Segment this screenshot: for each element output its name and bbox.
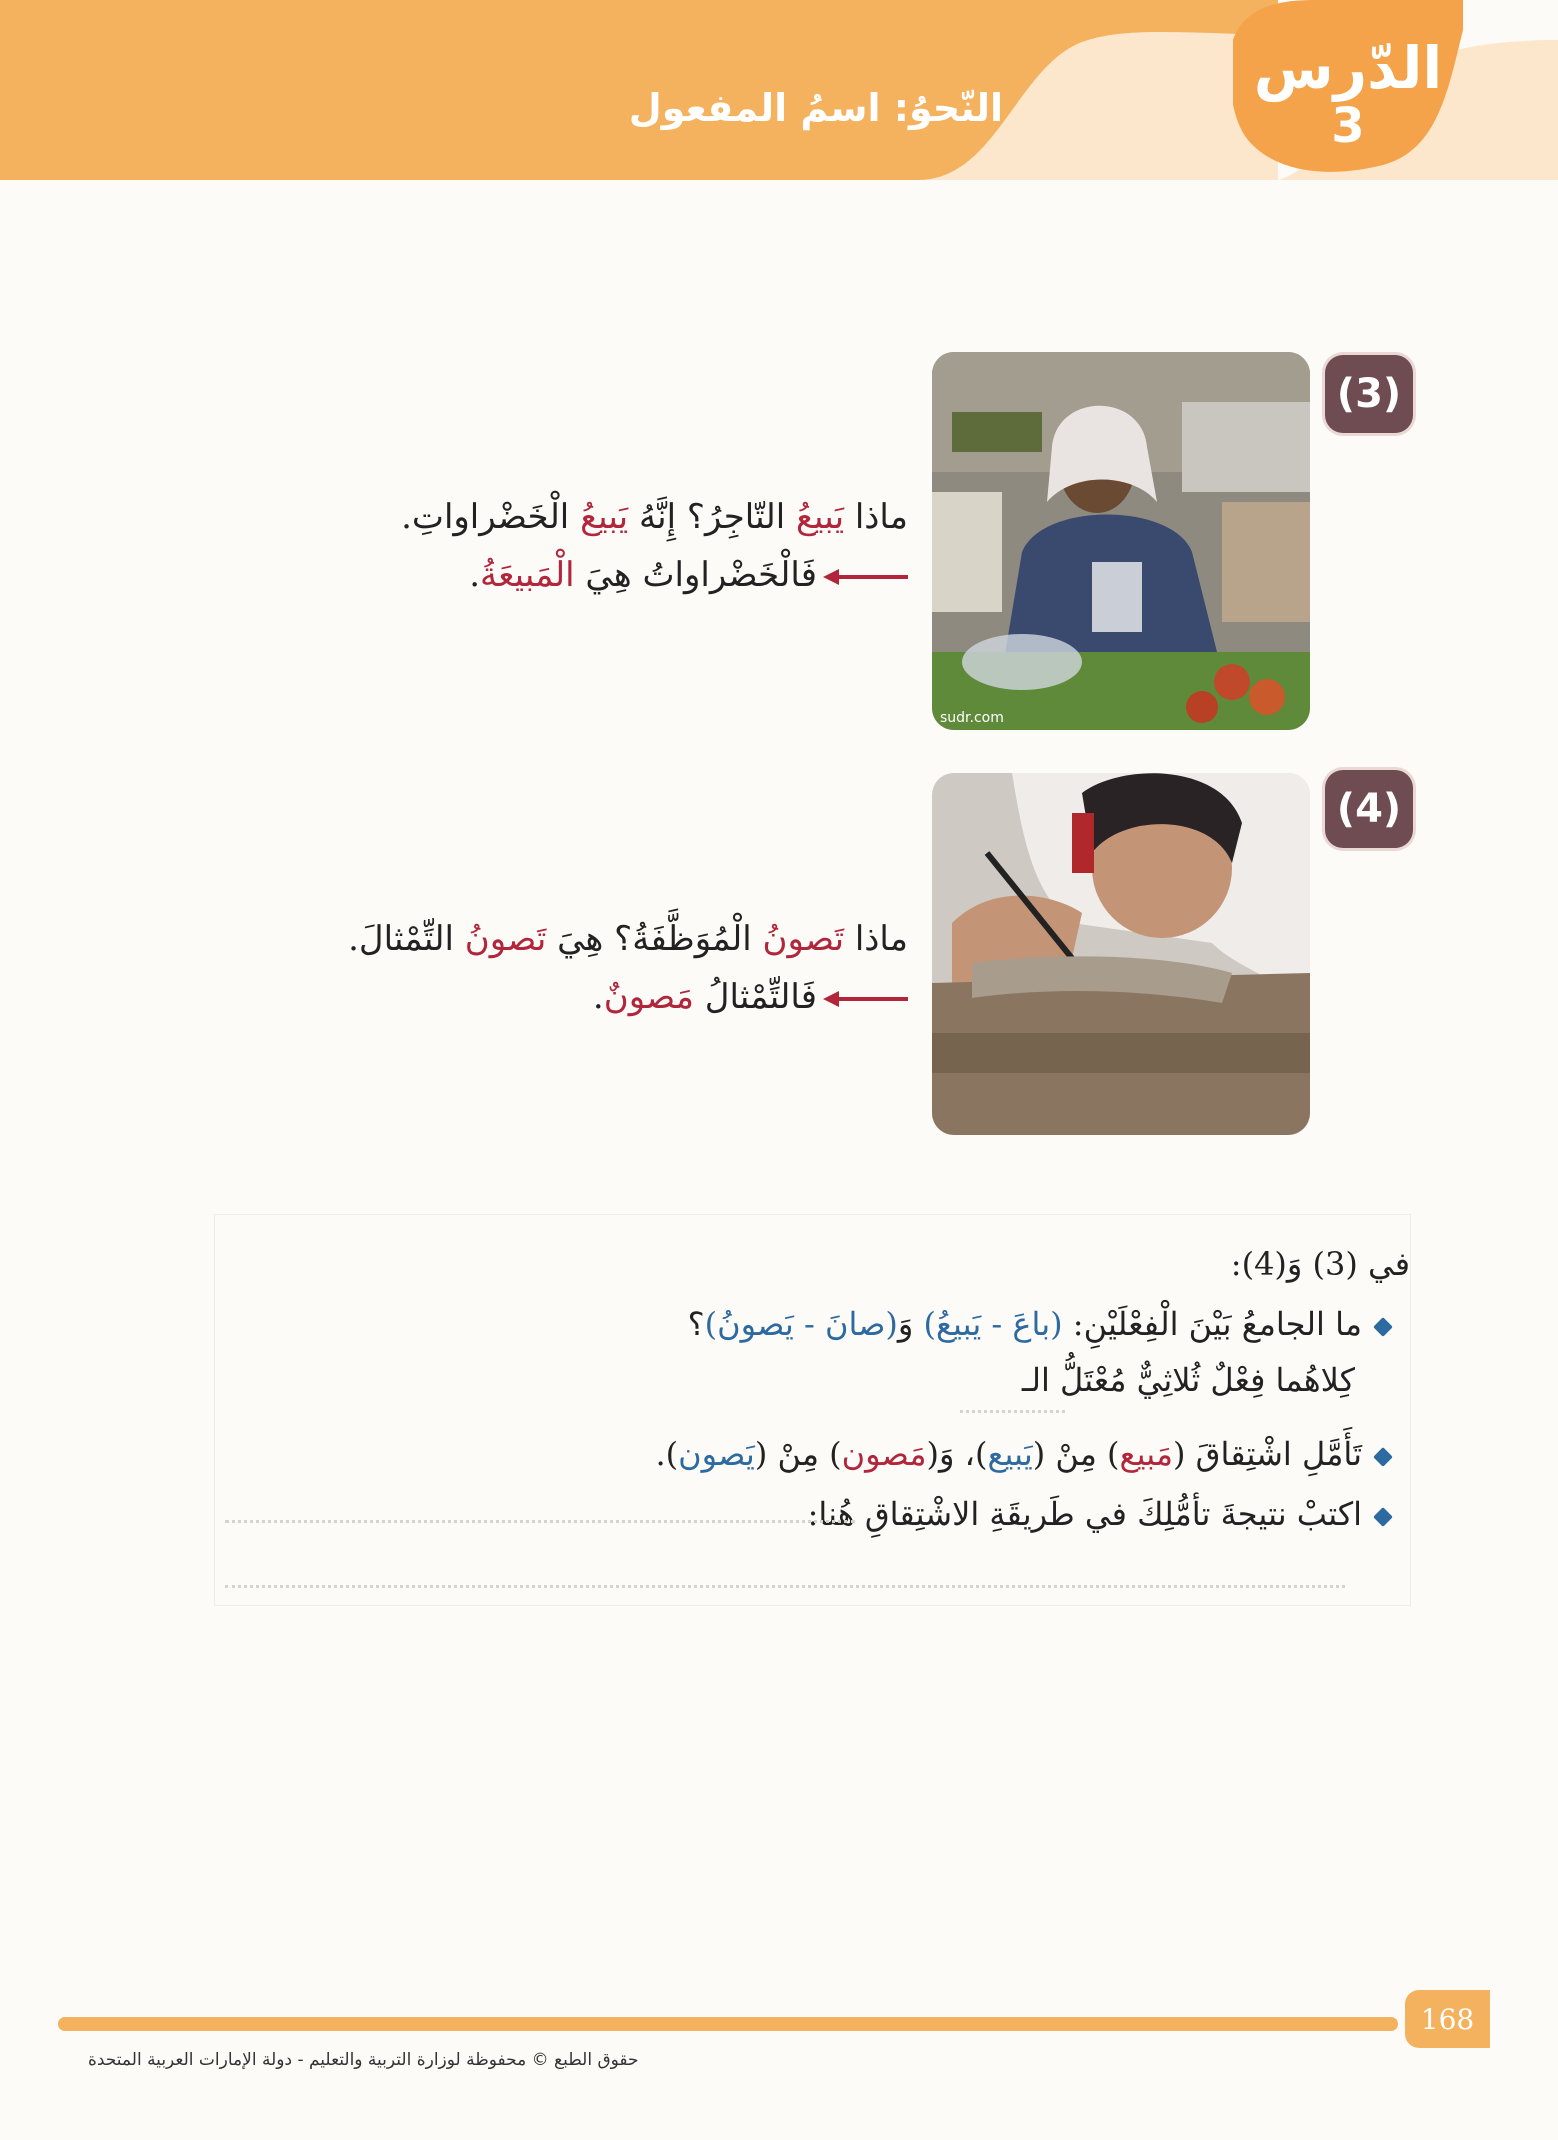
example-3-line-2: فَالْخَضْراواتُ هِيَ الْمَبيعَةُ.: [401, 546, 908, 604]
bullet-icon: [1373, 1447, 1393, 1467]
question-3: اكتبْ نتيجةَ تأمُّلِكَ في طَريقَةِ الاشْتِقاقِ هُنا:: [808, 1495, 1390, 1533]
lesson-title: الدّرس: [1253, 34, 1443, 102]
example-4-badge: (4): [1325, 770, 1413, 848]
arrow-left-icon: [823, 991, 908, 1007]
questions-box: [215, 1215, 1410, 1605]
lesson-topic: النّحوُ: اسمُ المفعول: [628, 86, 1003, 130]
bullet-icon: [1373, 1317, 1393, 1337]
photo-watermark: sudr.com: [940, 710, 1004, 726]
arrow-left-icon: [823, 569, 908, 585]
example-3-badge: (3): [1325, 355, 1413, 433]
restorer-photo: [932, 773, 1310, 1135]
footer-line: [58, 2017, 1398, 2031]
question-1: ما الجامعُ بَيْنَ الْفِعْلَيْنِ: (باعَ - يَبيعُ) وَ(صانَ - يَصونُ)؟: [688, 1305, 1390, 1343]
lesson-badge: [1233, 0, 1463, 160]
answer-line-1[interactable]: [225, 1520, 855, 1523]
questions-intro: في (3) وَ(4):: [1230, 1245, 1410, 1283]
example-3-line-1: ماذا يَبيعُ التّاجِرُ؟ إِنَّهُ يَبيعُ الْخَضْراواتِ.: [401, 497, 908, 537]
example-3-text: [401, 488, 908, 604]
question-2: تَأَمَّلِ اشْتِقاقَ (مَبيع) مِنْ (يَبيع)، وَ(مَصون) مِنْ (يَصون).: [655, 1435, 1390, 1473]
bullet-icon: [1373, 1507, 1393, 1527]
answer-line-2[interactable]: [225, 1585, 1345, 1588]
example-4-text: [348, 910, 908, 1026]
lesson-number: 3: [1331, 98, 1365, 154]
page-number: 168: [1405, 1990, 1490, 2048]
question-1-answer: كِلاهُما فِعْلٌ ثُلاثِيٌّ مُعْتَلُّ الـ: [1021, 1361, 1355, 1399]
copyright-notice: حقوق الطبع © محفوظة لوزارة التربية والتعليم - دولة الإمارات العربية المتحدة: [88, 2050, 639, 2070]
answer-blank-1[interactable]: [960, 1410, 1065, 1413]
example-4-line-2: فَالتِّمْثالُ مَصونٌ.: [348, 968, 908, 1026]
merchant-photo: [932, 352, 1310, 730]
example-4-line-1: ماذا تَصونُ الْمُوَظَّفَةُ؟ هِيَ تَصونُ التِّمْثالَ.: [348, 919, 908, 959]
